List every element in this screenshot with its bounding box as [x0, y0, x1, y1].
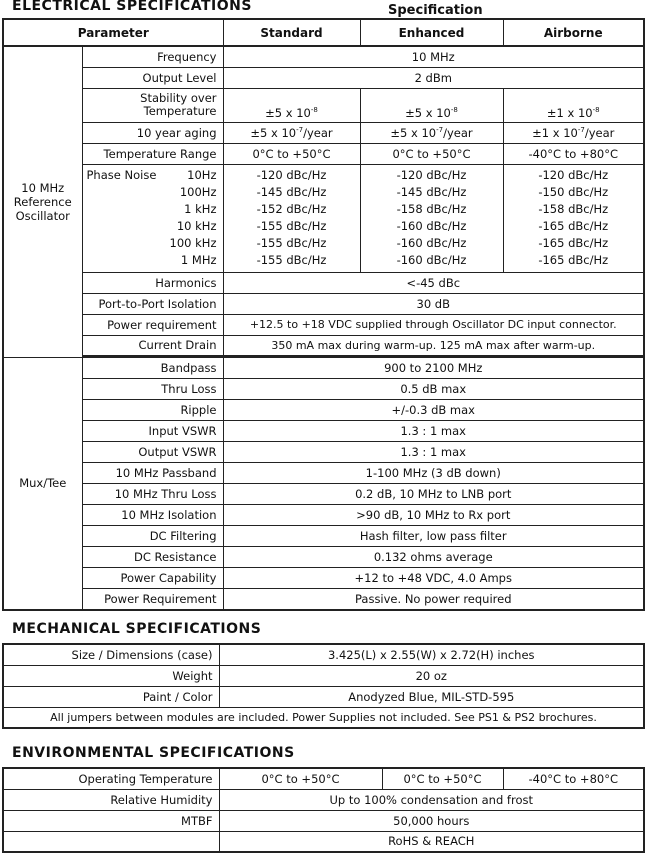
row-label: 10 MHz Thru Loss	[82, 484, 223, 505]
temp-airborne: -40°C to +80°C	[503, 143, 644, 164]
aging-exponent: -7	[436, 125, 444, 134]
phase-noise-standard	[223, 164, 360, 272]
offset: 1 kHz	[184, 202, 217, 216]
mechanical-title: MECHANICAL SPECIFICATIONS	[12, 621, 262, 637]
pn-value: -160 dBc/Hz	[396, 236, 467, 250]
row-value: 1.3 : 1 max	[223, 421, 644, 442]
row-value: +/-0.3 dB max	[223, 400, 644, 421]
col-airborne: Airborne	[503, 19, 644, 46]
row-label: Power Requirement	[82, 589, 223, 610]
pn-value: -165 dBc/Hz	[538, 236, 609, 250]
group-reference-oscillator: 10 MHz Reference Oscillator	[3, 46, 82, 358]
row-label: Output Level	[82, 67, 223, 88]
row-label: Size / Dimensions (case)	[3, 644, 219, 665]
aging-base: ±5 x 10	[250, 125, 297, 140]
row-value: 20 oz	[219, 665, 644, 686]
pn-value: -120 dBc/Hz	[538, 168, 609, 182]
pn-value: -120 dBc/Hz	[256, 168, 327, 182]
mechanical-note: All jumpers between modules are included. Power Supplies not included. See PS1 & PS2 brochures.	[3, 707, 644, 728]
stability-airborne	[503, 88, 644, 122]
row-label: DC Filtering	[82, 526, 223, 547]
row-label: Power Capability	[82, 568, 223, 589]
row-label: Thru Loss	[82, 379, 223, 400]
offset: 100Hz	[179, 185, 217, 199]
specification-header: Specification	[388, 3, 483, 18]
row-value: 0.132 ohms average	[223, 547, 644, 568]
pn-value: -155 dBc/Hz	[256, 236, 327, 250]
row-value: <-45 dBc	[223, 272, 644, 293]
phase-noise-labels	[82, 164, 223, 272]
col-standard: Standard	[223, 19, 360, 46]
row-value: 30 dB	[223, 293, 644, 314]
row-value: 900 to 2100 MHz	[223, 358, 644, 379]
pn-value: -160 dBc/Hz	[396, 253, 467, 267]
pn-value: -165 dBc/Hz	[538, 219, 609, 233]
row-label: Paint / Color	[3, 686, 219, 707]
op-temp-standard: 0°C to +50°C	[219, 768, 382, 789]
pn-value: -120 dBc/Hz	[396, 168, 467, 182]
op-temp-airborne: -40°C to +80°C	[503, 768, 644, 789]
temp-enhanced: 0°C to +50°C	[360, 143, 503, 164]
row-label: Output VSWR	[82, 442, 223, 463]
row-value: 1.3 : 1 max	[223, 442, 644, 463]
aging-exponent: -7	[296, 125, 304, 134]
electrical-title: ELECTRICAL SPECIFICATIONS	[12, 0, 252, 14]
row-label-stability	[82, 88, 223, 122]
pn-value: -150 dBc/Hz	[538, 185, 609, 199]
row-label	[3, 831, 219, 852]
row-label: Frequency	[82, 46, 223, 67]
row-label: Input VSWR	[82, 421, 223, 442]
row-value: 0.2 dB, 10 MHz to LNB port	[223, 484, 644, 505]
pn-value: -155 dBc/Hz	[256, 219, 327, 233]
row-value: Hash filter, low pass filter	[223, 526, 644, 547]
stability-exponent: -8	[310, 105, 318, 114]
aging-airborne	[503, 122, 644, 143]
row-value: 350 mA max during warm-up. 125 mA max after warm-up.	[223, 335, 644, 356]
pn-value: -145 dBc/Hz	[256, 185, 327, 199]
stability-label-line1: Stability over	[140, 91, 217, 105]
row-value: 2 dBm	[223, 67, 644, 88]
row-value: 50,000 hours	[219, 810, 644, 831]
row-label: MTBF	[3, 810, 219, 831]
aging-suffix: /year	[443, 125, 473, 140]
offset: 1 MHz	[180, 253, 217, 267]
environmental-title: ENVIRONMENTAL SPECIFICATIONS	[12, 745, 295, 761]
row-label: Temperature Range	[82, 143, 223, 164]
row-label: Power requirement	[82, 314, 223, 335]
row-value: Up to 100% condensation and frost	[219, 789, 644, 810]
row-label: Current Drain	[82, 335, 223, 356]
row-label: Operating Temperature	[3, 768, 219, 789]
pn-value: -160 dBc/Hz	[396, 219, 467, 233]
row-label: DC Resistance	[82, 547, 223, 568]
row-value: 10 MHz	[223, 46, 644, 67]
aging-standard	[223, 122, 360, 143]
aging-base: ±5 x 10	[390, 125, 437, 140]
row-label: Ripple	[82, 400, 223, 421]
col-enhanced: Enhanced	[360, 19, 503, 46]
row-value: >90 dB, 10 MHz to Rx port	[223, 505, 644, 526]
row-label: Bandpass	[82, 358, 223, 379]
pn-value: -158 dBc/Hz	[396, 202, 467, 216]
col-parameter: Parameter	[3, 19, 223, 46]
environmental-table	[2, 767, 645, 853]
offset: 10Hz	[187, 168, 217, 182]
row-label: Harmonics	[82, 272, 223, 293]
phase-noise-enhanced	[360, 164, 503, 272]
row-value: 1-100 MHz (3 dB down)	[223, 463, 644, 484]
temp-standard: 0°C to +50°C	[223, 143, 360, 164]
phase-noise-label: Phase Noise	[86, 168, 157, 182]
stability-enhanced-base: ±5 x 10	[405, 105, 451, 120]
pn-value: -155 dBc/Hz	[256, 253, 327, 267]
aging-enhanced	[360, 122, 503, 143]
row-value: Anodyzed Blue, MIL-STD-595	[219, 686, 644, 707]
stability-label-line2: Temperature	[143, 104, 217, 118]
row-value: RoHS & REACH	[219, 831, 644, 852]
pn-value: -165 dBc/Hz	[538, 253, 609, 267]
row-label: 10 MHz Passband	[82, 463, 223, 484]
stability-airborne-base: ±1 x 10	[546, 105, 593, 120]
row-value: Passive. No power required	[223, 589, 644, 610]
offset: 100 kHz	[169, 236, 217, 250]
group-mux-tee: Mux/Tee	[3, 358, 82, 610]
aging-exponent: -7	[577, 125, 585, 134]
phase-noise-airborne	[503, 164, 644, 272]
offset: 10 kHz	[176, 219, 217, 233]
phase-noise-offsets	[170, 167, 217, 269]
row-value: +12 to +48 VDC, 4.0 Amps	[223, 568, 644, 589]
stability-standard-base: ±5 x 10	[265, 105, 311, 120]
aging-base: ±1 x 10	[532, 125, 578, 140]
electrical-table	[2, 18, 645, 611]
aging-suffix: /year	[303, 125, 333, 140]
pn-value: -145 dBc/Hz	[396, 185, 467, 199]
row-label: Weight	[3, 665, 219, 686]
stability-enhanced	[360, 88, 503, 122]
row-label: 10 MHz Isolation	[82, 505, 223, 526]
row-label: 10 year aging	[82, 122, 223, 143]
row-value: 0.5 dB max	[223, 379, 644, 400]
aging-suffix: /year	[584, 125, 615, 140]
stability-standard	[223, 88, 360, 122]
op-temp-enhanced: 0°C to +50°C	[382, 768, 503, 789]
row-label: Relative Humidity	[3, 789, 219, 810]
row-value: +12.5 to +18 VDC supplied through Oscillator DC input connector.	[223, 314, 644, 335]
stability-exponent: -8	[450, 105, 458, 114]
row-value: 3.425(L) x 2.55(W) x 2.72(H) inches	[219, 644, 644, 665]
stability-exponent: -8	[592, 105, 600, 114]
row-label: Port-to-Port Isolation	[82, 293, 223, 314]
pn-value: -158 dBc/Hz	[538, 202, 609, 216]
mechanical-table	[2, 643, 645, 729]
pn-value: -152 dBc/Hz	[256, 202, 327, 216]
